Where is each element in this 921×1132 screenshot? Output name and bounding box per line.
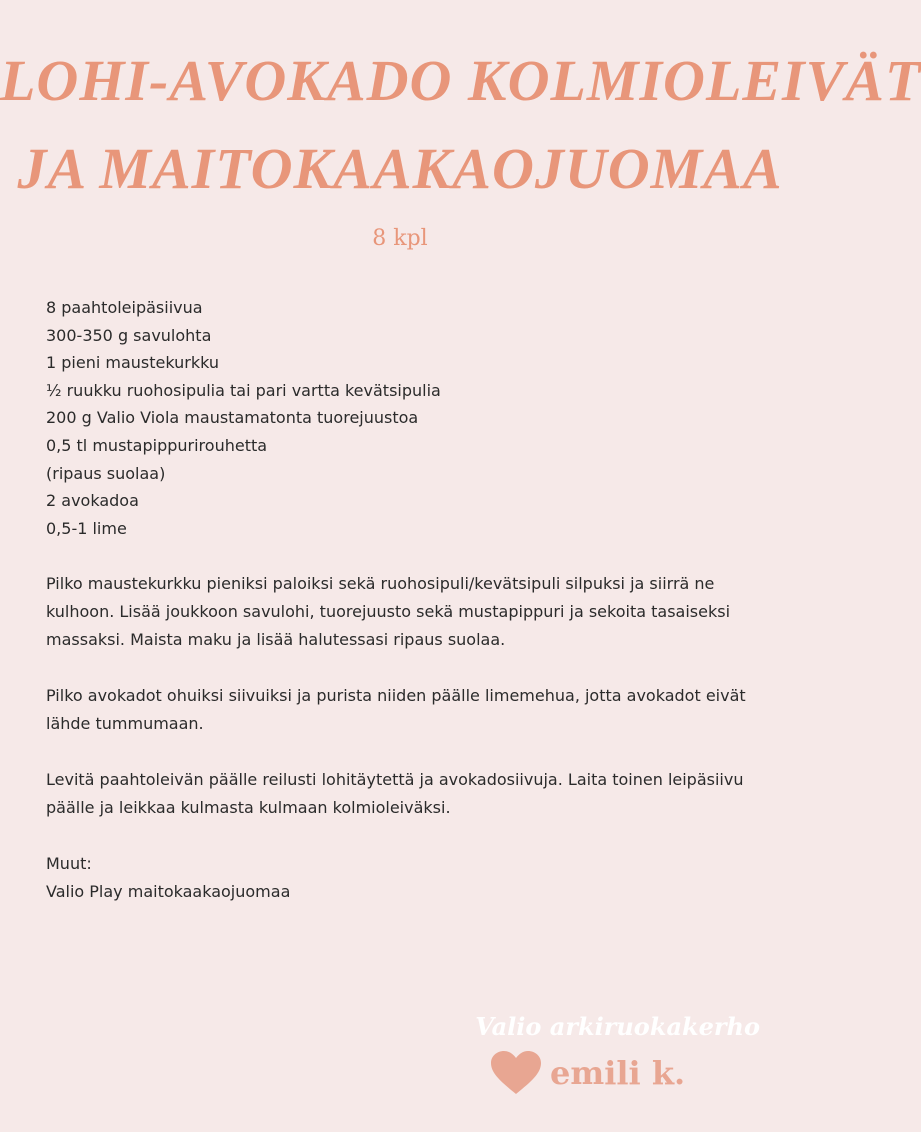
brand-signature — [490, 1050, 685, 1096]
heart-icon — [490, 1050, 542, 1096]
servings-count: 8 kpl — [372, 226, 428, 251]
other-label: Muut: — [46, 854, 92, 873]
ingredient-item: (ripaus suolaa) — [46, 463, 166, 483]
instruction-step: Pilko avokadot ohuiksi siivuiksi ja purista niiden päälle limemehua, jotta avokadot eivät lähde tummumaan. — [46, 686, 746, 733]
ingredient-item: 200 g Valio Viola maustamatonta tuorejuustoa — [46, 408, 419, 428]
ingredient-item: ½ ruukku ruohosipulia tai pari vartta kevätsipulia — [46, 380, 441, 400]
brand-author-name: emili k. — [550, 1054, 686, 1092]
ingredient-item: 8 paahtoleipäsiivua — [46, 298, 203, 317]
recipe-title-line-1: LOHI-AVOKADO KOLMIOLEIVÄT — [0, 48, 921, 113]
ingredient-list — [46, 294, 441, 542]
ingredient-item: 1 pieni maustekurkku — [46, 353, 220, 373]
other-section — [46, 850, 290, 906]
instruction-step: Levitä paahtoleivän päälle reilusti lohitäytettä ja avokadosiivuja. Laita toinen leipäsiivu päälle ja leikkaa kulmasta kulmaan kolmioleiväksi. — [46, 770, 744, 817]
ingredient-item: 0,5 tl mustapippurirouhetta — [46, 435, 268, 455]
ingredient-item: 0,5-1 lime — [46, 518, 127, 538]
instructions — [46, 570, 766, 850]
recipe-title-line-2: JA MAITOKAAKAOJUOMAA — [17, 136, 783, 201]
other-item: Valio Play maitokaakaojuomaa — [46, 882, 291, 901]
brand-club-name: Valio arkiruokakerho — [475, 1012, 760, 1041]
ingredient-item: 300-350 g savulohta — [46, 325, 212, 345]
instruction-step: Pilko maustekurkku pieniksi paloiksi sekä ruohosipuli/kevätsipuli silpuksi ja siirrä ne kulhoon. Lisää joukkoon savulohi, tuorejuusto sekä mustapippuri ja sekoita tasaiseksi massaksi. Maista maku ja lisää halutessasi ripaus suolaa. — [46, 574, 731, 649]
ingredient-item: 2 avokadoa — [46, 491, 139, 511]
